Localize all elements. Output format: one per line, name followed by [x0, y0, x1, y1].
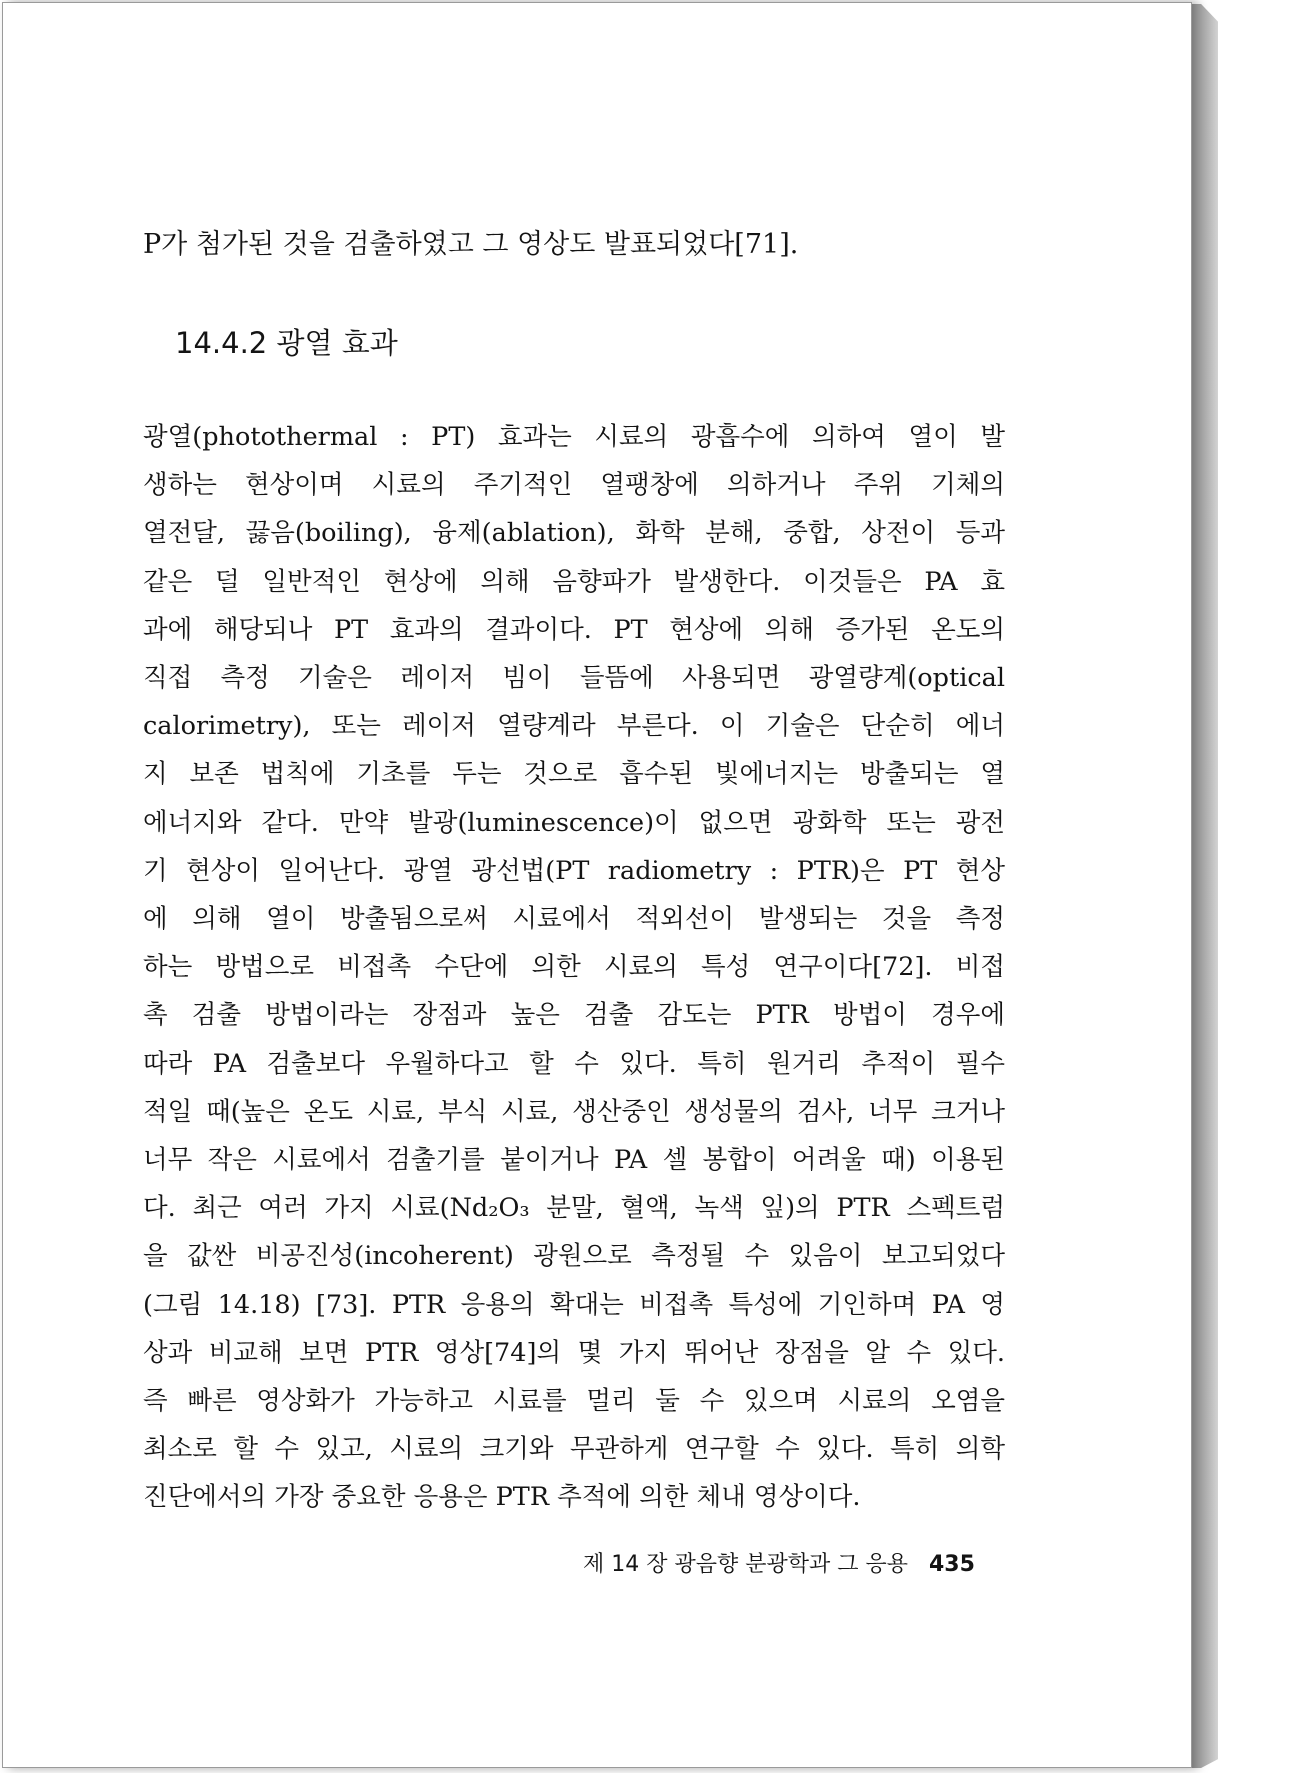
paragraph-line: 너무 작은 시료에서 검출기를 붙이거나 PA 셀 봉합이 어려울 때) 이용된 — [143, 1145, 1005, 1176]
paragraph-line: 에너지와 같다. 만약 발광(luminescence)이 없으면 광화학 또는 광전 — [143, 807, 1005, 838]
paragraph-line: 최소로 할 수 있고, 시료의 크기와 무관하게 연구할 수 있다. 특히 의학 — [143, 1434, 1005, 1465]
paragraph-line: 과에 해당되나 PT 효과의 결과이다. PT 현상에 의해 증가된 온도의 — [143, 614, 1005, 645]
paragraph-line: 적일 때(높은 온도 시료, 부식 시료, 생산중인 생성물의 검사, 너무 크거나 — [143, 1096, 1005, 1127]
running-footer — [583, 1547, 975, 1578]
paragraph-line: 직접 측정 기술은 레이저 빔이 들뜸에 사용되면 광열량계(optical — [143, 663, 1005, 694]
paragraph-line: 따라 PA 검출보다 우월하다고 할 수 있다. 특히 원거리 추적이 필수 — [143, 1048, 1005, 1079]
paragraph-line: calorimetry), 또는 레이저 열량계라 부른다. 이 기술은 단순히 에너 — [143, 711, 1005, 742]
page-stack-edge — [1192, 4, 1218, 1768]
paragraph-line: 기 현상이 일어난다. 광열 광선법(PT radiometry : PTR)은 PT 현상 — [143, 855, 1005, 886]
paragraph-line: 다. 최근 여러 가지 시료(Nd₂O₃ 분말, 혈액, 녹색 잎)의 PTR 스펙트럼 — [143, 1193, 1005, 1224]
section-heading: 14.4.2 광열 효과 — [175, 326, 398, 360]
paragraph-line: 하는 방법으로 비접촉 수단에 의한 시료의 특성 연구이다[72]. 비접 — [143, 952, 1005, 983]
paragraph-line: 즉 빠른 영상화가 가능하고 시료를 멀리 둘 수 있으며 시료의 오염을 — [143, 1386, 1005, 1417]
paragraph-line: 생하는 현상이며 시료의 주기적인 열팽창에 의하거나 주위 기체의 — [143, 470, 1005, 501]
paragraph-line: 광열(photothermal : PT) 효과는 시료의 광흡수에 의하여 열이 발 — [143, 422, 1005, 452]
paragraph-line: 에 의해 열이 방출됨으로써 시료에서 적외선이 발생되는 것을 측정 — [143, 904, 1005, 935]
paragraph-line: 을 값싼 비공진성(incoherent) 광원으로 측정될 수 있음이 보고되었다 — [143, 1241, 1005, 1272]
body-paragraph — [143, 413, 1005, 1522]
paragraph-line: 지 보존 법칙에 기초를 두는 것으로 흡수된 빛에너지는 방출되는 열 — [143, 759, 1005, 790]
paragraph-line: 열전달, 끓음(boiling), 융제(ablation), 화학 분해, 중합, 상전이 등과 — [143, 518, 1005, 549]
paragraph-line: 같은 덜 일반적인 현상에 의해 음향파가 발생한다. 이것들은 PA 효 — [143, 566, 1005, 597]
page-number: 435 — [928, 1552, 975, 1577]
paragraph-line: (그림 14.18) [73]. PTR 응용의 확대는 비접촉 특성에 기인하며 PA 영 — [143, 1289, 1005, 1320]
paragraph-line: 촉 검출 방법이라는 장점과 높은 검출 감도는 PTR 방법이 경우에 — [143, 1000, 1005, 1031]
footer-chapter-title: 제 14 장 광음향 분광학과 그 응용 — [583, 1552, 908, 1577]
paragraph-line: 상과 비교해 보면 PTR 영상[74]의 몇 가지 뛰어난 장점을 알 수 있다. — [143, 1337, 1005, 1368]
paragraph-line: 진단에서의 가장 중요한 응용은 PTR 추적에 의한 체내 영상이다. — [143, 1482, 861, 1513]
book-page — [2, 2, 1192, 1768]
continued-text-line: P가 첨가된 것을 검출하였고 그 영상도 발표되었다[71]. — [143, 229, 799, 260]
